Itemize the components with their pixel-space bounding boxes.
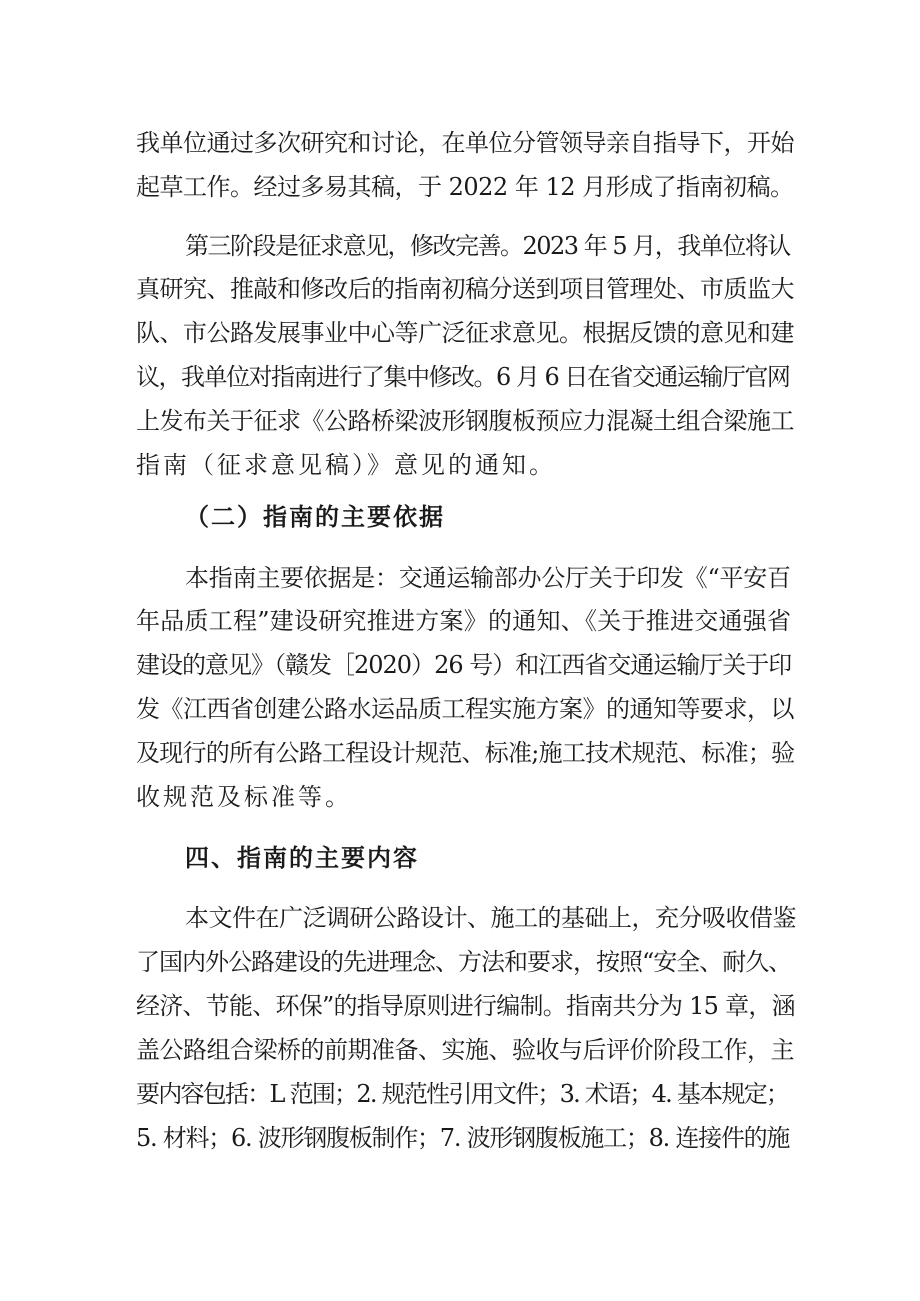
paragraph-3-line-4: 发《江西省创建公路水运品质工程实施方案》的通知等要求，以 [136,695,794,723]
paragraph-4-line-6: 5. 材料；6. 波形钢腹板制作；7. 波形钢腹板施工；8. 连接件的施 [136,1124,790,1152]
paragraph-4-line-5: 要内容包括：L 范围；2. 规范性引用文件；3. 术语；4. 基本规定； [136,1080,789,1108]
paragraph-2-line-5: 上发布关于征求《公路桥梁波形钢腹板预应力混凝土组合梁施工 [136,407,794,435]
paragraph-2-line-3: 队、市公路发展事业中心等广泛征求意见。根据反馈的意见和建 [136,319,794,347]
paragraph-4-line-3: 经济、节能、环保”的指导原则进行编制。指南共分为 15 章，涵 [136,992,795,1020]
paragraph-1-line-1: 我单位通过多次研究和讨论，在单位分管领导亲自指导下，开始 [136,129,794,157]
section-heading-main-content: 四、指南的主要内容 [185,844,419,872]
paragraph-2-line-6: 指南（征求意见稿）》意见的通知。 [136,451,556,479]
section-heading-basis: （二）指南的主要依据 [185,503,445,531]
paragraph-1-line-2: 起草工作。经过多易其稿，于 2022 年 12 月形成了指南初稿。 [136,173,794,201]
paragraph-3-line-5: 及现行的所有公路工程设计规范、标准;施工技术规范、标准；验 [136,739,795,767]
paragraph-3-line-1: 本指南主要依据是：交通运输部办公厅关于印发《“平安百 [185,564,791,592]
paragraph-4-line-2: 了国内外公路建设的先进理念、方法和要求，按照“安全、耐久、 [136,948,792,976]
paragraph-3-line-3: 建设的意见》（赣发［2020）26 号）和江西省交通运输厅关于印 [136,651,792,679]
paragraph-2-line-1: 第三阶段是征求意见，修改完善。2023 年 5 月，我单位将认 [185,232,790,260]
paragraph-2-line-4: 议，我单位对指南进行了集中修改。6 月 6 日在省交通运输厅官网 [136,363,790,391]
paragraph-3-line-2: 年品质工程”建设研究推进方案》的通知、《关于推进交通强省 [136,607,792,635]
paragraph-4-line-4: 盖公路组合梁桥的前期准备、实施、验收与后评价阶段工作，主 [136,1036,794,1064]
paragraph-2-line-2: 真研究、推敲和修改后的指南初稿分送到项目管理处、市质监大 [136,275,794,303]
paragraph-4-line-1: 本文件在广泛调研公路设计、施工的基础上，充分吸收借鉴 [185,904,796,932]
paragraph-3-line-6: 收规范及标准等。 [136,783,352,811]
